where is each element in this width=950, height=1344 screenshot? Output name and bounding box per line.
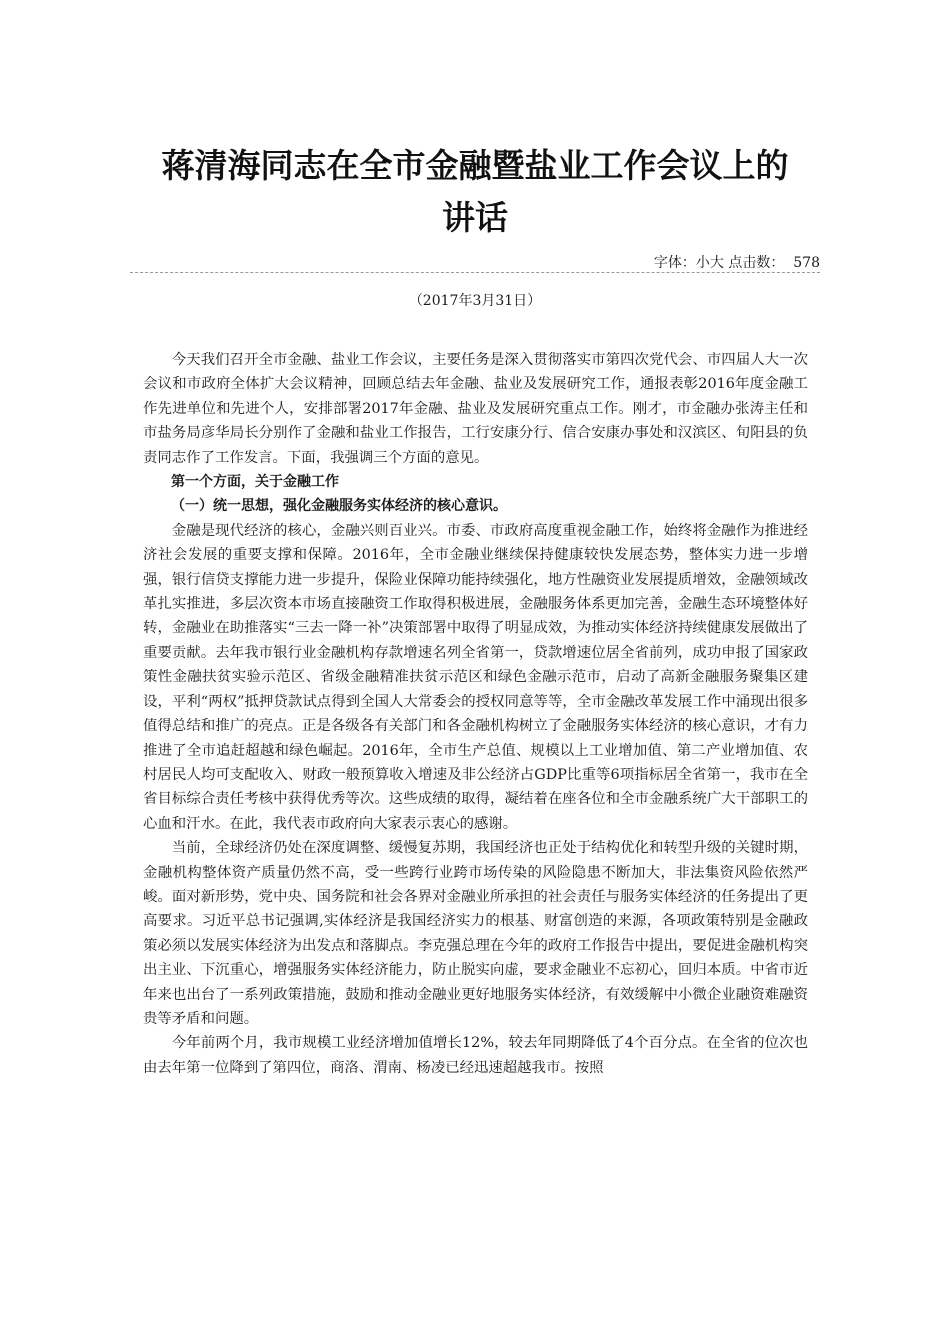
subsection-heading: （一）统一思想，强化金融服务实体经济的核心意识。 xyxy=(171,498,507,515)
document-title: 蒋清海同志在全市金融暨盐业工作会议上的讲话 xyxy=(161,146,789,237)
font-size-large-link[interactable]: 大 xyxy=(709,255,724,271)
click-count-label: 点击数： xyxy=(728,255,785,271)
section-heading: 第一个方面，关于金融工作 xyxy=(171,474,339,491)
paragraph-current-situation: 当前，全球经济仍处在深度调整、缓慢复苏期，我国经济也正处于结构优化和转型升级的关键时期，金融机构整体资产质量仍然不高，受一些跨行业跨市场传染的风险隐患不断加大，非法集资风险依然严峻。面对新形势，党中央、国务院和社会各界对金融业所承担的社会责任与服务实体经济的任务提出了更高要求。习近平总书记强调,实体经济是我国经济实力的根基、财富创造的来源，各项政策特别是金融政策必须以发展实体经济为出发点和落脚点。李克强总理在今年的政府工作报告中提出，要促进金融机构突出主业、下沉重心，增强服务实体经济能力，防止脱实向虚，要求金融业不忘初心，回归本质。中省市近年来也出台了一系列政策措施，鼓励和推动金融业更好地服务实体经济，有效缓解中小微企业融资难融资贵等矛盾和问题。 xyxy=(143,840,808,1027)
article-body xyxy=(143,348,808,1080)
font-size-label: 字体： xyxy=(653,255,696,271)
speech-date: （2017年3月31日） xyxy=(408,293,542,309)
click-count-value: 578 xyxy=(793,255,820,271)
paragraph-industrial-growth: 今年前两个月，我市规模工业经济增加值增长12%，较去年同期降低了4个百分点。在全省的位次也由去年第一位降到了第四位，商洛、渭南、杨凌已经迅速超越我市。按照 xyxy=(143,1035,808,1076)
paragraph-intro: 今天我们召开全市金融、盐业工作会议，主要任务是深入贯彻落实市第四次党代会、市四届人大一次会议和市政府全体扩大会议精神，回顾总结去年金融、盐业及发展研究工作，通报表彰2016年度金融工作先进单位和先进个人，安排部署2017年金融、盐业及发展研究重点工作。刚才，市金融办张涛主任和市盐务局彦华局长分别作了金融和盐业工作报告，工行安康分行、信合安康办事处和汉滨区、旬阳县的负责同志作了工作发言。下面，我强调三个方面的意见。 xyxy=(143,352,808,466)
paragraph-finance-achievements: 金融是现代经济的核心，金融兴则百业兴。市委、市政府高度重视金融工作，始终将金融作为推进经济社会发展的重要支撑和保障。2016年，全市金融业继续保持健康较快发展态势，整体实力进一步增强，银行信贷支撑能力进一步提升，保险业保障功能持续强化，地方性融资业发展提质增效，金融领域改革扎实推进，多层次资本市场直接融资工作取得积极进展，金融服务体系更加完善，金融生态环境整体好转，金融业在助推落实“三去一降一补”决策部署中取得了明显成效，为推动实体经济持续健康发展做出了重要贡献。去年我市银行业金融机构存款增速名列全省第一，贷款增速位居全省前列，成功申报了国家政策性金融扶贫实验示范区、省级金融精准扶贫示范区和绿色金融示范市，启动了高新金融服务聚集区建设，平利“两权”抵押贷款试点得到全国人大常委会的授权同意等等，全市金融改革发展工作中涌现出很多值得总结和推广的亮点。正是各级各有关部门和各金融机构树立了金融服务实体经济的核心意识，才有力推进了全市追赶超越和绿色崛起。2016年，全市生产总值、规模以上工业增加值、第二产业增加值、农村居民人均可支配收入、财政一般预算收入增速及非公经济占GDP比重等6项指标居全省第一，我市在全省目标综合责任考核中获得优秀等次。这些成绩的取得，凝结着在座各位和全市金融系统广大干部职工的心血和汗水。在此，我代表市政府向大家表示衷心的感谢。 xyxy=(143,522,808,832)
dashed-divider xyxy=(130,272,820,273)
font-size-small-link[interactable]: 小 xyxy=(695,255,710,271)
article-meta xyxy=(600,254,820,272)
